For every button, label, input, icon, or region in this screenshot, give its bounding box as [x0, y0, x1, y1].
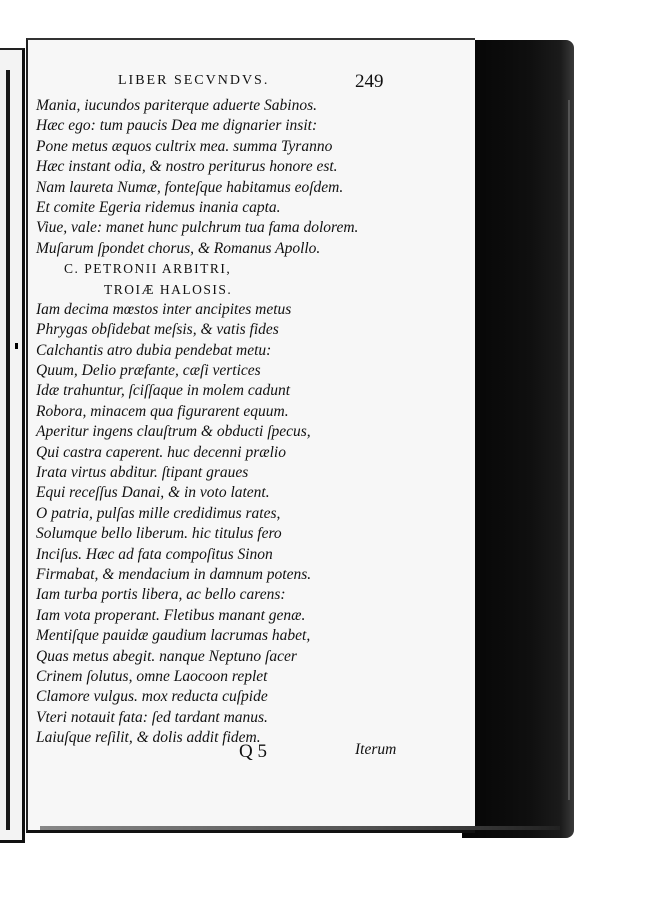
- poem-line: Clamore vulgus. mox reducta cuſpide: [36, 688, 268, 706]
- poem-line: Laiuſque reſilit, & dolis addit fidem.: [36, 729, 261, 747]
- poem-line: Phrygas obſidebat meſsis, & vatis fides: [36, 321, 279, 339]
- poem-line: Vteri notauit fata: ſed tardant manus.: [36, 708, 268, 726]
- text-line: Hæc instant odia, & nostro periturus honore est.: [36, 158, 338, 176]
- poem-line: Idæ trahuntur, ſciſſaque in molem cadunt: [36, 382, 291, 400]
- poem-line: O patria, pulſas mille credidimus rates,: [36, 504, 281, 522]
- catchword: Iterum: [355, 741, 397, 758]
- poem-line: Quas metus abegit. nanque Neptuno ſacer: [36, 647, 297, 665]
- text-line: Pone metus æquos cultrix mea. summa Tyranno: [36, 137, 333, 155]
- poem-line: Robora, minacem qua figurarent equum.: [36, 402, 289, 420]
- text-line: Viue, vale: manet hunc pulchrum tua fama dolorem.: [36, 219, 359, 237]
- text-line: Nam laureta Numæ, fonteſque habitamus eoſdem.: [36, 178, 344, 196]
- poem-line: Crinem ſolutus, omne Laocoon replet: [36, 667, 268, 685]
- poem-line: Iam vota properant. Fletibus manant genæ.: [36, 606, 306, 624]
- poem-line: Aperitur ingens clauſtrum & obducti ſpecus,: [36, 423, 311, 441]
- poem-line: Solumque bello liberum. hic titulus fero: [36, 525, 282, 543]
- running-head: LIBER SECVNDVS.: [118, 73, 270, 88]
- poem-line: Iam decima mœstos inter ancipites metus: [36, 300, 292, 318]
- poem-line: Inciſus. Hæc ad fata compoſitus Sinon: [36, 545, 273, 563]
- poem-line: Quum, Delio præfante, cæſi vertices: [36, 362, 261, 380]
- poem-line: Iam turba portis libera, ac bello carens:: [36, 586, 286, 604]
- book-page-edges: [462, 40, 574, 838]
- poem-line: Qui castra caperent. huc decenni prælio: [36, 443, 286, 461]
- page-mark: [15, 343, 18, 349]
- page-text: [36, 96, 456, 749]
- signature-mark: Q 5: [239, 741, 267, 762]
- section-subheading: TROIÆ HALOSIS.: [104, 281, 233, 297]
- text-line: Hæc ego: tum paucis Dea me dignarier insit:: [36, 117, 318, 135]
- page-number: 249: [355, 71, 384, 92]
- page-bottom-edge: [40, 826, 560, 830]
- poem-line: Equi receſſus Danai, & in voto latent.: [36, 484, 270, 502]
- facing-page-edge: [0, 48, 25, 843]
- poem-line: Mentiſque pauidæ gaudium lacrumas habet,: [36, 627, 311, 645]
- poem-line: Irata virtus abditur. ſtipant graues: [36, 464, 249, 482]
- poem-line: Firmabat, & mendacium in damnum potens.: [36, 565, 312, 583]
- poem-line: Calchantis atro dubia pendebat metu:: [36, 341, 272, 359]
- section-heading: C. PETRONII ARBITRI,: [64, 261, 232, 277]
- text-line: Et comite Egeria ridemus inania capta.: [36, 198, 281, 216]
- text-line: Muſarum ſpondet chorus, & Romanus Apollo.: [36, 239, 321, 257]
- text-line: Mania, iucundos pariterque aduerte Sabinos.: [36, 97, 317, 114]
